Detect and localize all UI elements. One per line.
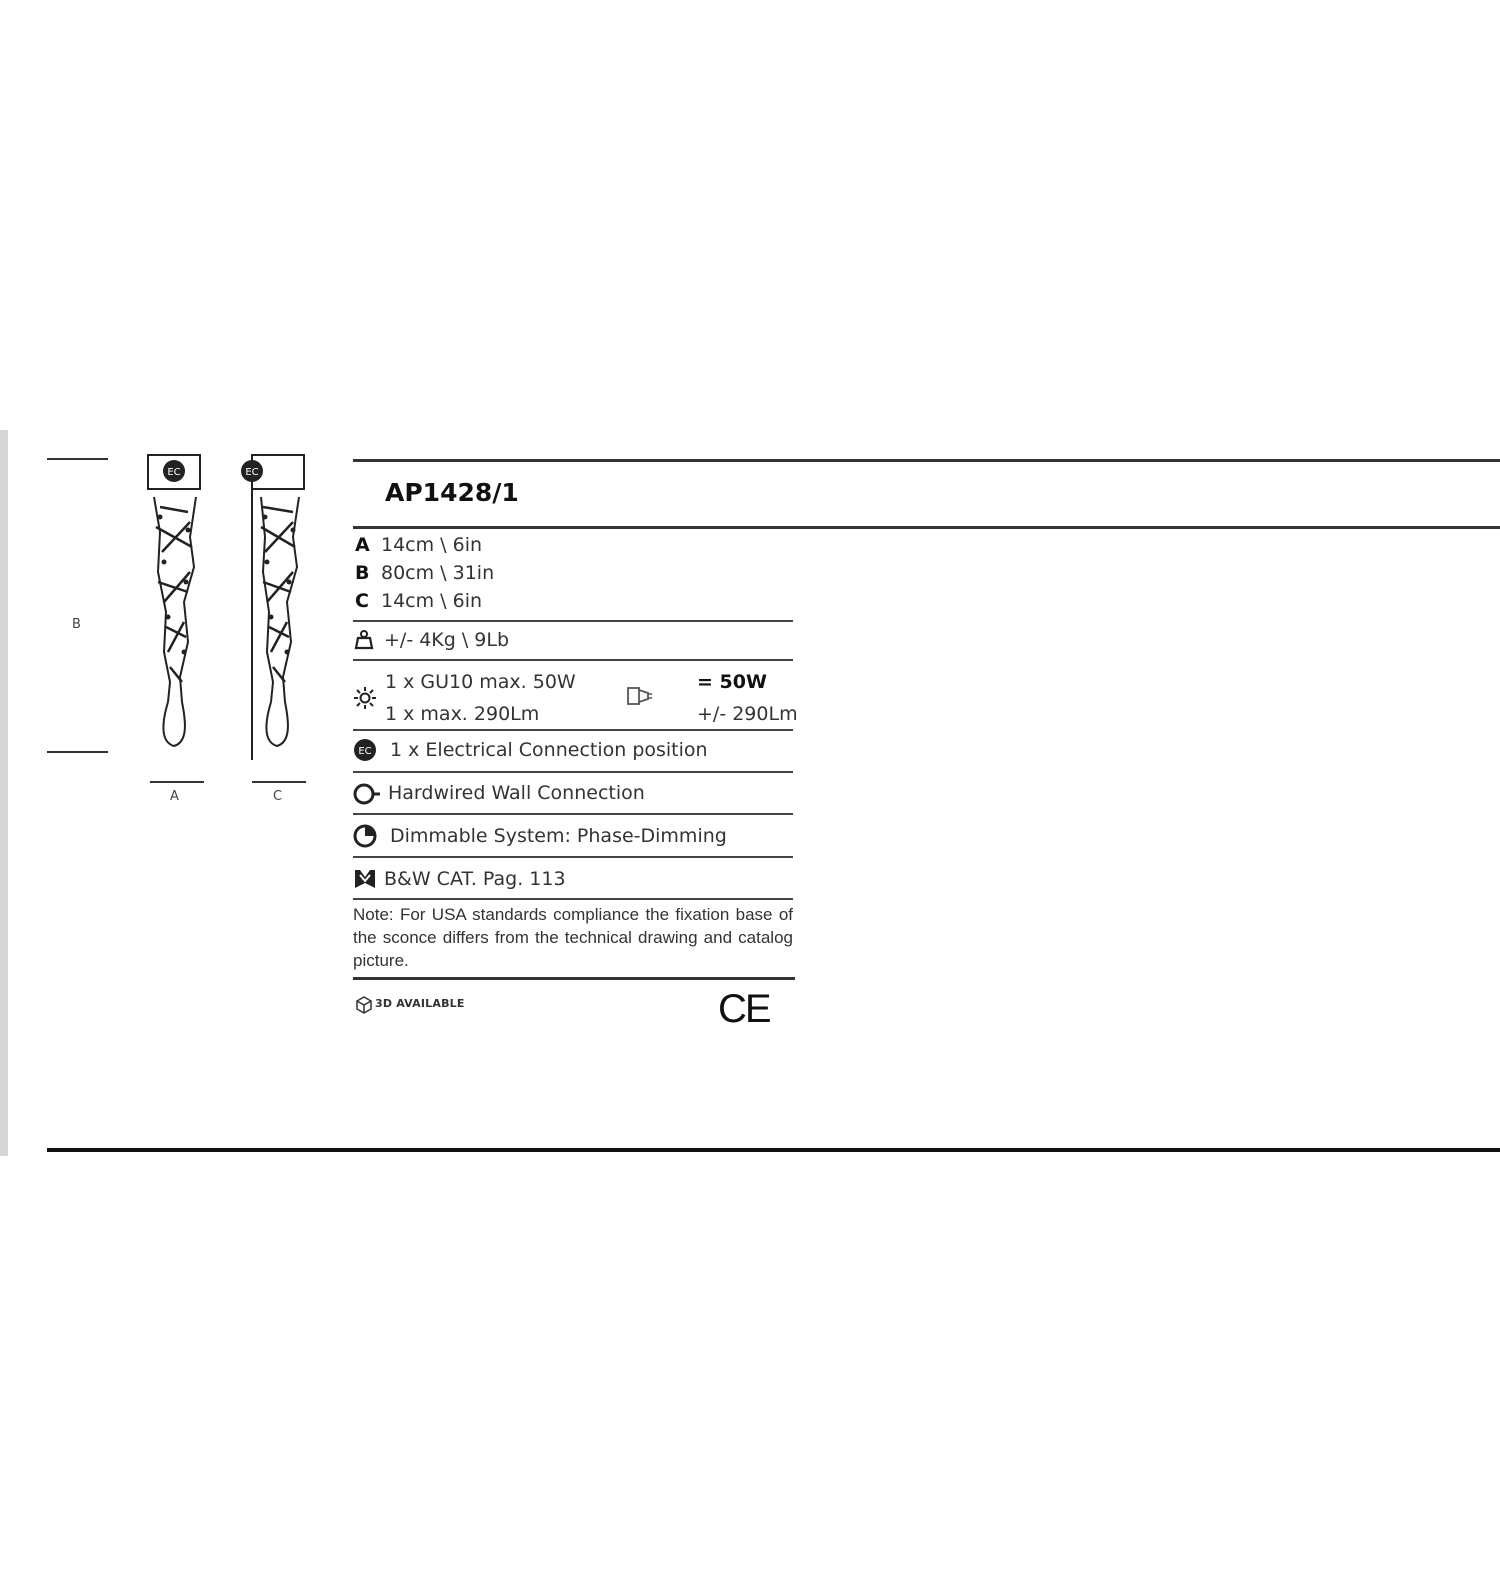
dimension-row-c	[355, 590, 482, 612]
dimmer-icon	[353, 824, 377, 848]
divider	[353, 856, 793, 858]
page-edge-strip	[0, 430, 8, 1156]
dimension-row-a	[355, 534, 482, 556]
catalog-reference: B&W CAT. Pag. 113	[384, 868, 566, 890]
dimension-key: A	[355, 534, 370, 556]
divider	[353, 977, 795, 980]
divider	[353, 729, 793, 731]
dimension-key: B	[355, 562, 370, 584]
weight-icon	[354, 630, 374, 650]
dimension-line-top	[47, 458, 108, 460]
dimension-label-a: A	[170, 789, 179, 804]
catalog-icon	[353, 867, 377, 891]
lamp-bulb: 1 x GU10 max. 50W	[385, 671, 576, 693]
divider	[353, 813, 793, 815]
dimension-label-b: B	[72, 617, 81, 632]
front-ec-text: EC	[167, 467, 181, 478]
front-view-drawing	[140, 452, 210, 762]
weight-value: +/- 4Kg \ 9Lb	[384, 629, 510, 651]
page-bottom-rule	[47, 1148, 1500, 1152]
divider	[353, 898, 793, 900]
dimension-key: C	[355, 590, 369, 612]
bulb-icon	[353, 686, 377, 710]
divider	[353, 659, 793, 661]
compliance-note: Note: For USA standards compliance the fixation base of the sconce differs from the technical drawing and catalog picture.	[353, 905, 793, 970]
dimension-line-bottom	[47, 751, 108, 753]
ce-mark: CE	[718, 987, 770, 1031]
divider	[353, 771, 793, 773]
header-rule-top	[353, 459, 1500, 462]
total-lumen: +/- 290Lm	[697, 703, 798, 725]
dimension-label-c: C	[273, 789, 283, 804]
wall-connection: Hardwired Wall Connection	[388, 782, 645, 804]
dimension-value: 14cm \ 6in	[381, 534, 483, 556]
lamp-icon	[626, 685, 654, 707]
dimension-row-b	[355, 562, 494, 584]
dimension-line-c	[252, 781, 306, 783]
ec-badge-text: EC	[358, 746, 372, 757]
total-power: = 50W	[697, 671, 767, 693]
dimming-system: Dimmable System: Phase-Dimming	[390, 825, 727, 847]
lamp-lumen: 1 x max. 290Lm	[385, 703, 540, 725]
electrical-connection: 1 x Electrical Connection position	[390, 739, 708, 761]
wall-connection-icon	[353, 782, 381, 806]
3d-available-label: 3D AVAILABLE	[375, 997, 465, 1010]
dimension-value: 80cm \ 31in	[381, 562, 495, 584]
cube-3d-icon	[355, 996, 373, 1014]
product-code: AP1428/1	[385, 478, 519, 507]
divider	[353, 620, 793, 622]
side-ec-text: EC	[245, 467, 259, 478]
side-view-drawing	[235, 452, 310, 762]
dimension-line-a	[150, 781, 204, 783]
header-rule-bottom	[353, 526, 1500, 529]
dimension-value: 14cm \ 6in	[381, 590, 483, 612]
ec-badge-icon	[353, 738, 377, 762]
